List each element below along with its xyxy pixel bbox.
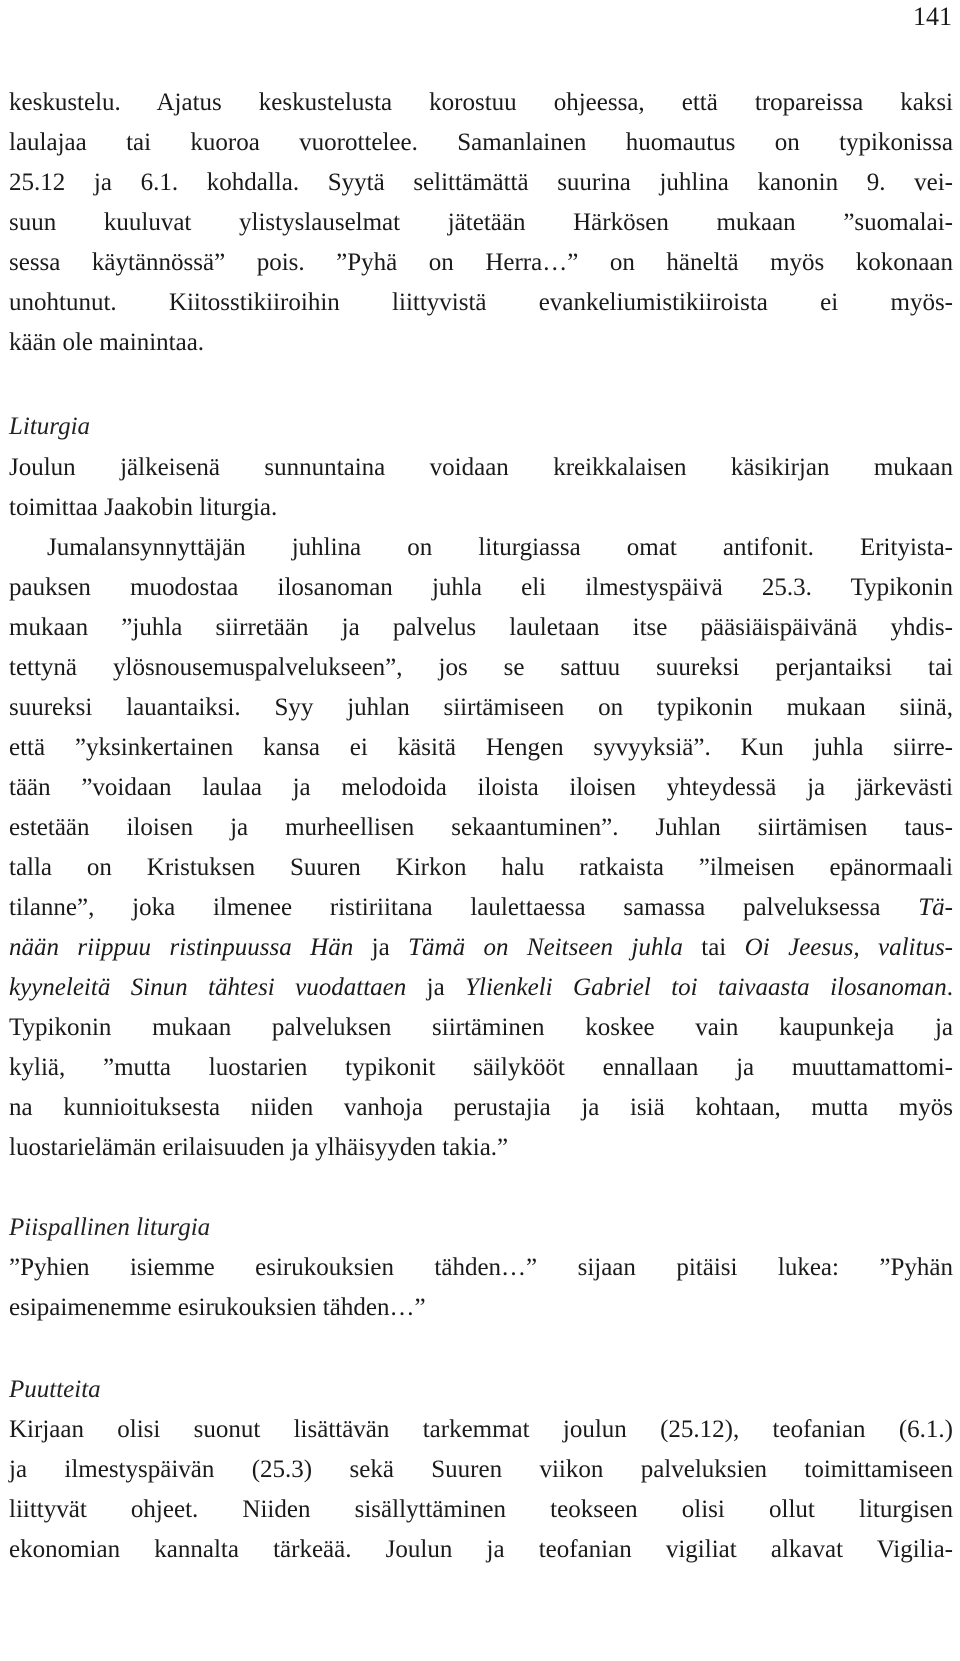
text-line: laulajaa tai kuoroa vuorottelee. Samanlainen huomautus on typikonissa bbox=[9, 129, 953, 156]
text-line: luostarielämän erilaisuuden ja ylhäisyyden takia.” bbox=[9, 1134, 509, 1161]
page-number: 141 bbox=[913, 2, 952, 31]
text-line: ”Pyhien isiemme esirukouksien tähden…” sijaan pitäisi lukea: ”Pyhän bbox=[9, 1254, 953, 1281]
text-line: tettynä ylösnousemuspalvelukseen”, jos se sattuu suureksi perjantaiksi tai bbox=[9, 654, 953, 681]
text-line: pauksen muodostaa ilosanoman juhla eli ilmestyspäivä 25.3. Typikonin bbox=[9, 574, 953, 601]
text-line: kyliä, ”mutta luostarien typikonit säilykööt ennallaan ja muuttamattomi- bbox=[9, 1054, 953, 1081]
section-heading-puutteita: Puutteita bbox=[9, 1376, 101, 1403]
paragraph-liturgia bbox=[9, 448, 953, 1168]
italic-title: Ylienkeli Gabriel toi taivaasta ilosanoman bbox=[465, 974, 947, 1001]
text-line: unohtunut. Kiitosstikiiroihin liittyvistä evankeliumistikiiroista ei myös- bbox=[9, 289, 953, 316]
italic-title: nään riippuu ristinpuussa Hän bbox=[9, 934, 354, 961]
text-line: na kunnioituksesta niiden vanhoja perustajia ja isiä kohtaan, mutta myös bbox=[9, 1094, 953, 1121]
text-line bbox=[9, 888, 953, 928]
text-run: tilanne”, joka ilmenee ristiriitana laulettaessa samassa palveluksessa bbox=[9, 894, 919, 921]
italic-title: Oi Jeesus, valitus- bbox=[744, 934, 954, 961]
text-line: ja ilmestyspäivän (25.3) sekä Suuren viikon palveluksien toimittamiseen bbox=[9, 1456, 953, 1483]
text-line: estetään iloisen ja murheellisen sekaantuminen”. Juhlan siirtämisen taus- bbox=[9, 814, 953, 841]
text-run: tai bbox=[682, 934, 745, 961]
text-line: Kirjaan olisi suonut lisättävän tarkemmat joulun (25.12), teofanian (6.1.) bbox=[9, 1416, 953, 1443]
text-run: ja bbox=[353, 934, 409, 961]
italic-title: kyyneleitä Sinun tähtesi vuodattaen bbox=[9, 974, 407, 1001]
text-line: mukaan ”juhla siirretään ja palvelus lauletaan itse pääsiäispäivänä yhdis- bbox=[9, 614, 953, 641]
text-line: liittyvät ohjeet. Niiden sisällyttäminen teokseen olisi ollut liturgisen bbox=[9, 1496, 953, 1523]
text-line: suureksi lauantaiksi. Syy juhlan siirtämiseen on typikonin mukaan siinä, bbox=[9, 694, 953, 721]
italic-title: Tä- bbox=[918, 894, 953, 921]
text-line: Jumalansynnyttäjän juhlina on liturgiassa omat antifonit. Erityista- bbox=[47, 534, 953, 561]
text-line: Joulun jälkeisenä sunnuntaina voidaan kreikkalaisen käsikirjan mukaan bbox=[9, 454, 953, 481]
text-line: esipaimenemme esirukouksien tähden…” bbox=[9, 1294, 426, 1321]
text-line: kään ole mainintaa. bbox=[9, 329, 205, 356]
text-line: Typikonin mukaan palveluksen siirtäminen koskee vain kaupunkeja ja bbox=[9, 1014, 953, 1041]
text-line bbox=[9, 928, 953, 968]
text-line: 25.12 ja 6.1. kohdalla. Syytä selittämättä suurina juhlina kanonin 9. vei- bbox=[9, 169, 953, 196]
italic-title: Tämä on Neitseen juhla bbox=[408, 934, 683, 961]
text-run: ja bbox=[406, 974, 466, 1001]
paragraph-piispallinen bbox=[9, 1248, 953, 1328]
section-heading-liturgia: Liturgia bbox=[9, 413, 91, 440]
text-line: talla on Kristuksen Suuren Kirkon halu ratkaista ”ilmeisen epänormaali bbox=[9, 854, 953, 881]
section-heading-piispallinen: Piispallinen liturgia bbox=[9, 1214, 211, 1241]
text-run: . bbox=[946, 974, 953, 1001]
paragraph-intro bbox=[9, 83, 953, 363]
text-line: tään ”voidaan laulaa ja melodoida iloista iloisen yhteydessä ja järkevästi bbox=[9, 774, 953, 801]
text-line: että ”yksinkertainen kansa ei käsitä Hengen syvyyksiä”. Kun juhla siirre- bbox=[9, 734, 953, 761]
text-line: sessa käytännössä” pois. ”Pyhä on Herra…” on häneltä myös kokonaan bbox=[9, 249, 953, 276]
text-line: keskustelu. Ajatus keskustelusta korostuu ohjeessa, että tropareissa kaksi bbox=[9, 89, 953, 116]
text-line: ekonomian kannalta tärkeää. Joulun ja teofanian vigiliat alkavat Vigilia- bbox=[9, 1536, 953, 1563]
text-line: suun kuuluvat ylistyslauselmat jätetään Härkösen mukaan ”suomalai- bbox=[9, 209, 953, 236]
paragraph-puutteita bbox=[9, 1410, 953, 1570]
text-line: toimittaa Jaakobin liturgia. bbox=[9, 494, 278, 521]
text-line bbox=[9, 968, 953, 1008]
